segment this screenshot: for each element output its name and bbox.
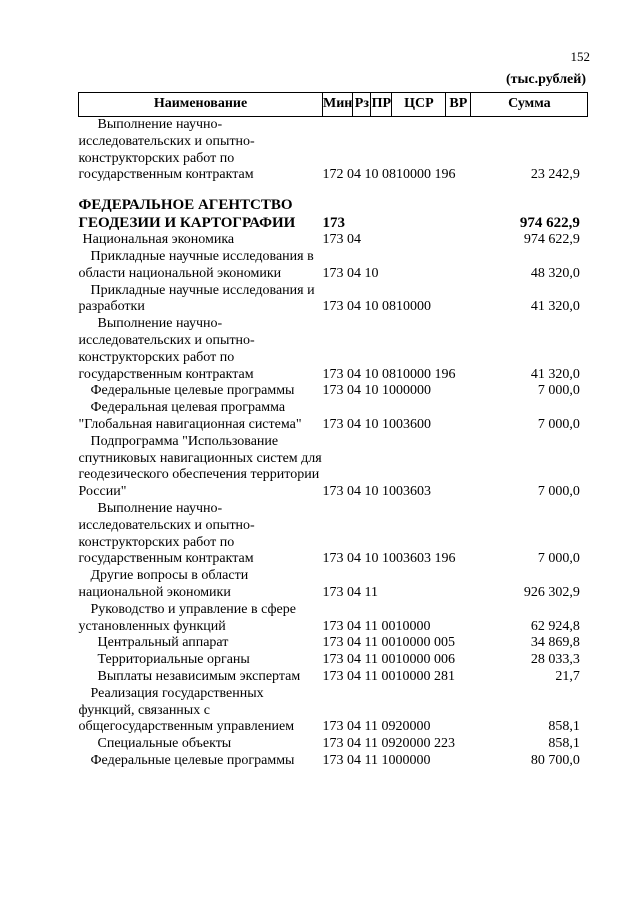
header-vr: ВР — [446, 93, 471, 117]
row-code: 173 04 10 1003600 — [322, 416, 431, 432]
row-name: Выплаты независимым экспертам — [97, 668, 301, 684]
table-row — [79, 736, 588, 753]
row-code: 173 04 10 0810000 196 — [322, 366, 456, 382]
row-name: Федеральные целевые программы — [90, 383, 295, 399]
row-name: Территориальные органы — [97, 652, 250, 668]
table-row — [79, 316, 588, 383]
row-sum: 7 000,0 — [537, 484, 580, 500]
row-code: 173 04 10 1003603 — [322, 484, 431, 500]
row-code: 173 04 11 — [322, 584, 378, 600]
row-sum: 7 000,0 — [537, 416, 580, 432]
table-row — [79, 602, 588, 636]
row-name: ФЕДЕРАЛЬНОЕ АГЕНТСТВО ГЕОДЕЗИИ И КАРТОГРАФИИ — [78, 197, 296, 232]
table-row — [79, 249, 588, 283]
row-sum: 41 320,0 — [530, 366, 580, 382]
table-header — [79, 93, 588, 117]
table-row — [79, 232, 588, 249]
row-code: 173 — [322, 215, 345, 232]
row-sum: 62 924,8 — [530, 618, 580, 634]
row-name: Выполнение научно-исследовательских и опытно-конструкторских работ по государственным контрактам — [78, 500, 255, 567]
row-sum: 28 033,3 — [530, 652, 580, 668]
row-sum: 926 302,9 — [523, 584, 580, 600]
row-sum: 80 700,0 — [530, 752, 580, 768]
row-sum: 34 869,8 — [530, 635, 580, 651]
row-name: Специальные объекты — [97, 736, 232, 752]
row-sum: 48 320,0 — [530, 265, 580, 281]
row-name: Выполнение научно-исследовательских и опытно-конструкторских работ по государственным контрактам — [78, 117, 255, 183]
table-row — [79, 434, 588, 501]
header-sum: Сумма — [471, 93, 588, 117]
row-sum: 7 000,0 — [537, 383, 580, 399]
row-code: 173 04 10 — [322, 265, 379, 281]
budget-table — [78, 92, 588, 770]
row-name: Подпрограмма "Использование спутниковых навигационных систем для геодезического обеспечения территории России" — [78, 433, 322, 500]
row-name: Прикладные научные исследования и разработки — [78, 282, 315, 315]
row-code: 173 04 10 0810000 — [322, 299, 431, 315]
row-sum: 21,7 — [555, 668, 580, 684]
row-name: Национальная экономика — [82, 232, 235, 248]
header-name: Наименование — [79, 93, 323, 117]
table-row — [79, 635, 588, 652]
row-name: Прикладные научные исследования в области национальной экономики — [78, 248, 314, 281]
row-sum: 858,1 — [548, 736, 580, 752]
row-sum: 858,1 — [548, 719, 580, 735]
table-row — [79, 568, 588, 602]
row-sum: 7 000,0 — [537, 551, 580, 567]
table-row — [79, 753, 588, 770]
header-pr: ПР — [371, 93, 392, 117]
table-row — [79, 501, 588, 568]
row-sum: 41 320,0 — [530, 299, 580, 315]
row-sum: 23 242,9 — [530, 167, 580, 183]
header-rz: Рз — [353, 93, 371, 117]
row-name: Реализация государственных функций, связанных с общегосударственным управлением — [78, 685, 295, 735]
row-name: Федеральная целевая программа "Глобальная навигационная система" — [78, 400, 302, 432]
row-code: 173 04 — [322, 232, 361, 248]
row-code: 173 04 11 0010000 281 — [322, 668, 455, 684]
table-body — [79, 117, 588, 770]
row-code: 173 04 10 1003603 196 — [322, 551, 456, 567]
table-row — [79, 117, 588, 185]
table-row — [79, 652, 588, 669]
header-csr: ЦСР — [392, 93, 446, 117]
row-code: 173 04 11 0010000 006 — [322, 652, 455, 668]
row-code: 172 04 10 0810000 196 — [322, 167, 456, 183]
row-name: Выполнение научно-исследовательских и опытно-конструкторских работ по государственным контрактам — [78, 316, 255, 382]
table-row — [79, 669, 588, 686]
row-code: 173 04 11 0920000 223 — [322, 736, 455, 752]
table-row — [79, 383, 588, 400]
header-min: Мин — [323, 93, 353, 117]
row-name: Центральный аппарат — [97, 635, 229, 651]
row-code: 173 04 11 0920000 — [322, 719, 431, 735]
row-sum: 974 622,9 — [523, 232, 580, 248]
units-label: (тыс.рублей) — [505, 72, 586, 87]
row-name: Федеральные целевые программы — [90, 752, 295, 768]
table-row — [79, 184, 588, 232]
row-name: Другие вопросы в области национальной экономики — [78, 568, 249, 600]
row-code: 173 04 11 0010000 005 — [322, 635, 455, 651]
row-code: 173 04 11 1000000 — [322, 752, 431, 768]
table-row — [79, 283, 588, 317]
row-code: 173 04 11 0010000 — [322, 618, 431, 634]
row-code: 173 04 10 1000000 — [322, 383, 431, 399]
table-row — [79, 400, 588, 434]
row-name: Руководство и управление в сфере установленных функций — [78, 601, 296, 634]
row-sum: 974 622,9 — [519, 215, 580, 232]
page-number: 152 — [570, 49, 590, 64]
table-row — [79, 686, 588, 736]
